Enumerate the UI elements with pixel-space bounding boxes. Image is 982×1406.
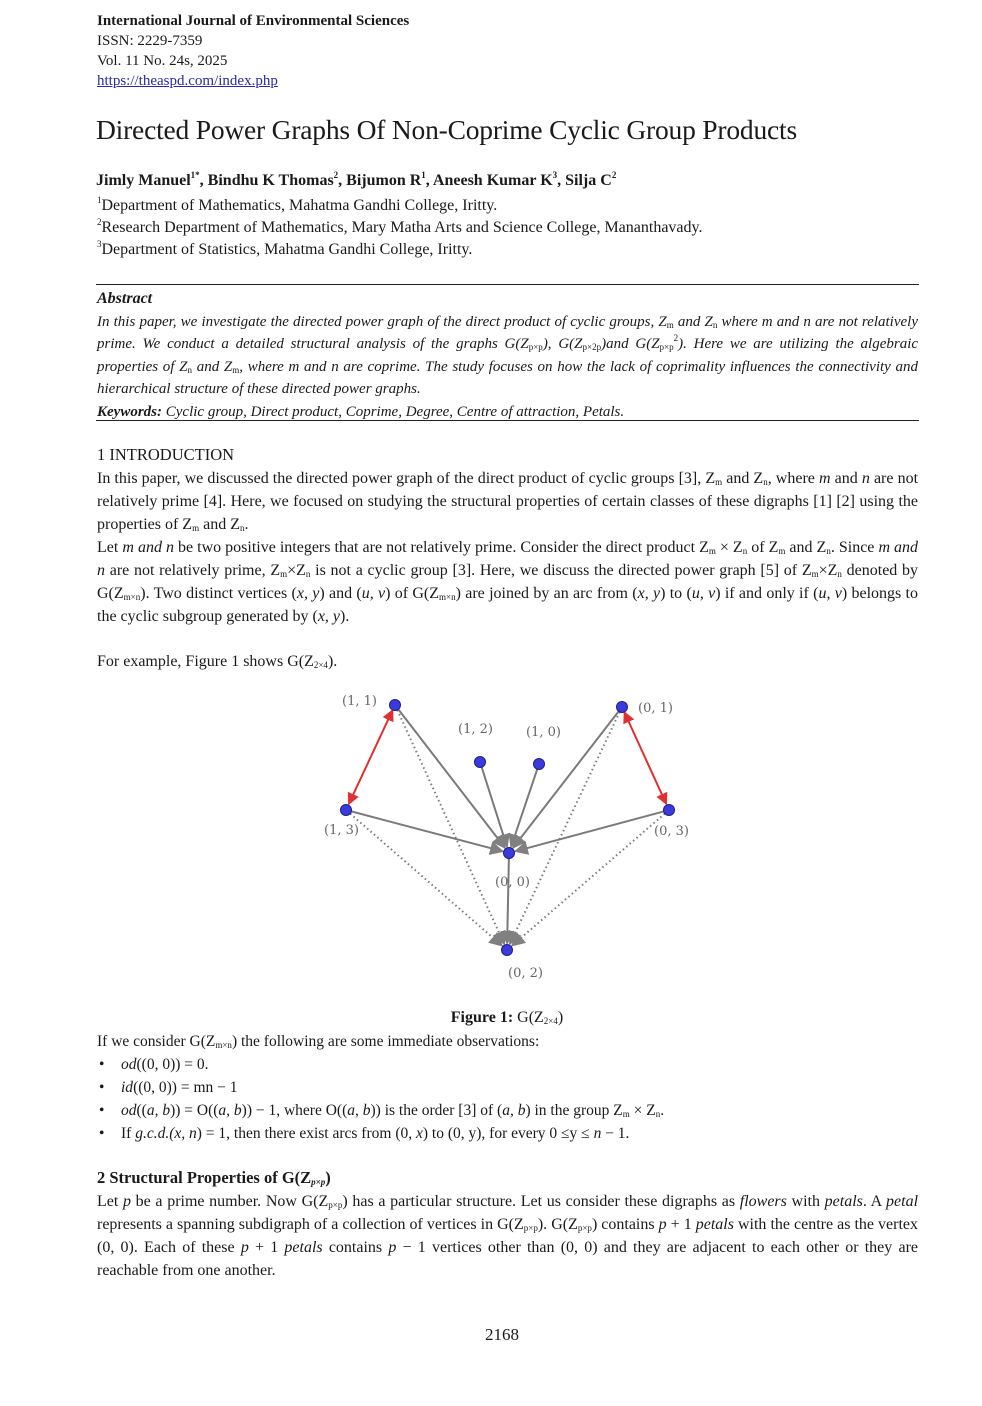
page-number: 2168 <box>485 1325 519 1344</box>
keywords-list: Cyclic group, Direct product, Coprime, Degree, Centre of attraction, Petals. <box>165 403 625 420</box>
graph-node-label: (0, 2) <box>508 966 543 981</box>
graph-node-label: (1, 0) <box>526 725 561 740</box>
paragraph: Let p be a prime number. Now $G(Z_{p\times p})$ has a particular structure. Let us consider these digraphs as flowers with petals. A petal represents a spanning subdigraph of a collection of vertices in $G(Z_{p\times p})$. $G(Z_{p\times p})$ contains p + 1 petals with the centre as the vertex (0, 0). Each of these p + 1 petals contains p − 1 vertices other than (0, 0) and they are adjacent to each other or they are reachable from one another. <box>97 1193 919 1279</box>
author: Bijumon R <box>346 172 422 189</box>
figure-1-digraph <box>300 685 720 995</box>
keywords-label: Keywords: <box>97 403 162 420</box>
graph-node-n00 <box>504 848 515 859</box>
graph-edge-n00-n02 <box>507 858 509 943</box>
graph-node-n11 <box>390 700 401 711</box>
journal-name: International Journal of Environmental Sciences <box>97 13 410 29</box>
graph-node-label: (0, 0) <box>495 875 530 890</box>
paragraph: Let m and n be two positive integers that are not relatively prime. Consider the direct product $Z_m \times Z_n$ of $Z_m$ and $Z_n$. Since m and n are not relatively prime, $Z_m\times Z_n$ is not a cyclic group [3]. Here, we discuss the directed power graph [5] of $Z_m\times Z_n$ denoted by $G(Z_{m\times n})$. Two distinct vertices (x, y) and (u, v) of $G(Z_{m\times n})$ are joined by an arc from (x, y) to (u, v) if and only if (u, v) belongs to the cyclic subgroup generated by (x, y). <box>97 539 919 625</box>
list-item: • od((0, 0)) = 0. <box>99 1056 209 1073</box>
journal-volume: Vol. 11 No. 24s, 2025 <box>97 53 228 69</box>
graph-node-label: (0, 1) <box>638 701 673 716</box>
graph-node-n02 <box>502 945 513 956</box>
graph-node-label: (1, 1) <box>342 694 377 709</box>
graph-edge-n13-n00 <box>351 811 502 851</box>
graph-node-n03 <box>664 805 675 816</box>
abstract-heading: Abstract <box>97 290 153 307</box>
list-item: • If g.c.d.(x, n) = 1, then there exist arcs from (0, x) to (0, y), for every 0 ≤y ≤ n − 1. <box>99 1125 630 1142</box>
abstract-top-rule <box>96 284 919 285</box>
abstract-bottom-rule <box>96 420 919 421</box>
author: Aneesh Kumar K <box>432 172 553 189</box>
observations-intro: If we consider $G(Z_{m\times n})$ the following are some immediate observations: <box>97 1033 540 1050</box>
author: Bindhu K Thomas <box>207 172 334 189</box>
affiliation: $^1$Department of Mathematics, Mahatma Gandhi College, Iritty. <box>97 195 498 214</box>
graph-node-label: (1, 2) <box>458 722 493 737</box>
graph-node-n13 <box>341 805 352 816</box>
author: Jimly Manuel <box>96 172 191 189</box>
graph-node-n10 <box>534 759 545 770</box>
abstract-text: In this paper, we investigate the directed power graph of the direct product of cyclic groups, $Z_m$ and $Z_n$ where m and n are not relatively prime. We conduct a detailed structural analysis of the graphs $G(Z_{p\times p})$, $G(Z_{p\times 2p})and$ $G(Z_{p\times p}^2)$. Here we are utilizing the algebraic properties of $Z_n$ and $Z_m$, where m and n are coprime. The study focuses on how the lack of coprimality influences the connectivity and hierarchical structure of these directed power graphs. <box>97 313 919 397</box>
section-heading-structural-properties: 2 Structural Properties of $G(Z_{p\times p})$ <box>97 1168 331 1187</box>
journal-issn: ISSN: 2229-7359 <box>97 33 203 49</box>
graph-edge-n11-n13 <box>349 710 393 804</box>
graph-node-n12 <box>475 757 486 768</box>
journal-url-link[interactable]: https://theaspd.com/index.php <box>97 73 278 89</box>
section-heading-introduction: 1 INTRODUCTION <box>97 445 235 464</box>
abstract-section <box>97 288 918 423</box>
affiliation: $^3$Department of Statistics, Mahatma Gandhi College, Iritty. <box>97 239 473 258</box>
list-item: • id((0, 0)) = mn − 1 <box>99 1079 238 1096</box>
figure-caption: Figure 1: $G(Z_{2\times 4})$ <box>450 1009 564 1026</box>
graph-edge-n03-n02 <box>512 814 665 946</box>
graph-node-label: (0, 3) <box>654 824 689 839</box>
introduction-body <box>97 467 918 673</box>
affiliation: $^2$Research Department of Mathematics, Mary Matha Arts and Science College, Mananthavady. <box>97 217 703 236</box>
graph-node-n01 <box>617 702 628 713</box>
paragraph: In this paper, we discussed the directed power graph of the direct product of cyclic groups [3], $Z_m$ and $Z_n$, where m and n are not relatively prime [4]. Here, we focused on studying the structural properties of certain classes of these digraphs [1] [2] using the properties of $Z_m$ and $Z_n$. <box>97 470 919 533</box>
paper-title: Directed Power Graphs Of Non-Coprime Cyclic Group Products <box>96 114 797 145</box>
graph-edge-n13-n02 <box>350 814 502 946</box>
section2-body <box>97 1190 918 1282</box>
list-item: • od((a, b)) = O((a, b)) − 1, where O((a, b)) is the order [3] of (a, b) in the group $Z_m \times Z_n$. <box>99 1102 665 1119</box>
graph-edge-n10-n00 <box>511 769 537 847</box>
paragraph: For example, Figure 1 shows $G(Z_{2\times 4})$. <box>97 653 338 670</box>
observations-list <box>97 1053 664 1145</box>
graph-node-label: (1, 3) <box>324 823 359 838</box>
graph-edge-n01-n03 <box>624 712 666 804</box>
author: Silja C <box>565 172 612 189</box>
author-list: Jimly Manuel$^{1*}$, Bindhu K Thomas$^2$, Bijumon $R^1$, Aneesh Kumar $K^3$, Silja $C^2$ <box>96 170 617 189</box>
